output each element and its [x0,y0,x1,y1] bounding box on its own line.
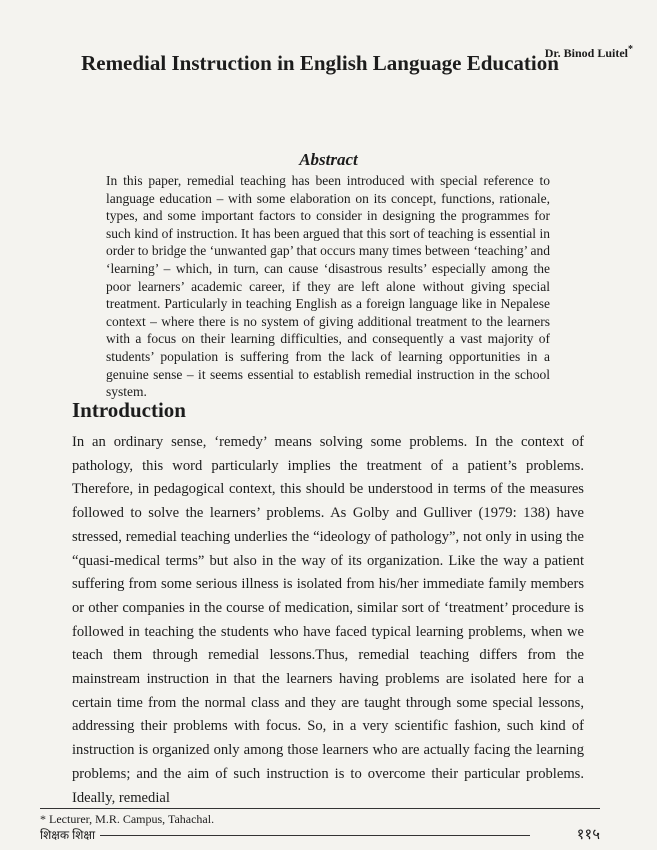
journal-name: शिक्षक शिक्षा [40,828,96,842]
page-number: ११५ [576,827,600,843]
author-footnote-mark: * [628,44,633,55]
footer-rule [100,835,530,836]
abstract-heading: Abstract [299,150,358,169]
abstract-text: In this paper, remedial teaching has been introduced with special reference to language education – with some elaboration on its concept, functions, rationale, types, and some important factors to consider in designing the programmes for such kind of instruction. It has been argued that this sort of teaching is essential in order to bridge the ‘unwanted gap’ that occurs many times between ‘teaching’ and ‘learning’ – which, in turn, can cause ‘disastrous results’ especially among the poor learners’ academic career, if they are left alone without giving special treatment. Particularly in teaching English as a foreign language like in Nepalese context – where there is no system of giving additional treatment to the learners with a focus on their learning difficulties, and consequently a vast majority of students’ population is suffering from the lack of learning opportunities in a genuine sense – it seems essential to establish remedial instruction in the school system. [106,173,550,400]
author-name: Dr. Binod Luitel* [544,44,633,60]
introduction-heading: Introduction [72,398,186,422]
introduction-text: In an ordinary sense, ‘remedy’ means solving some problems. In the context of pathology, this word particularly implies the treatment of a patient’s problems. Therefore, in pedagogical context, this should be understood in terms of the measures followed to solve the learners’ problems. As Golby and Gulliver (1979: 138) have stressed, remedial teaching underlies the “ideology of pathology”, not only in using the “quasi-medical terms” but also in the way of its organization. Like the way a patient suffering from some serious illness is isolated from his/her immediate family members or other companies in the course of medication, similar sort of ‘treatment’ procedure is followed in teaching the students who have faced typical learning problems, when we teach them through remedial lessons.Thus, remedial teaching differs from the mainstream instruction in that the learners having problems are isolated here for a certain time from the normal class and they are taught through some special lessons, addressing their problems with focus. So, in a very scientific fashion, such kind of instruction is organized only among those learners who are actually facing the learning problems; and the aim of such instruction is to overcome their particular problems. Ideally, remedial [72,434,584,806]
page-footer [40,826,600,846]
article-title: Remedial Instruction in English Language Education [81,51,559,75]
footnote: * Lecturer, M.R. Campus, Tahachal. [40,808,600,827]
